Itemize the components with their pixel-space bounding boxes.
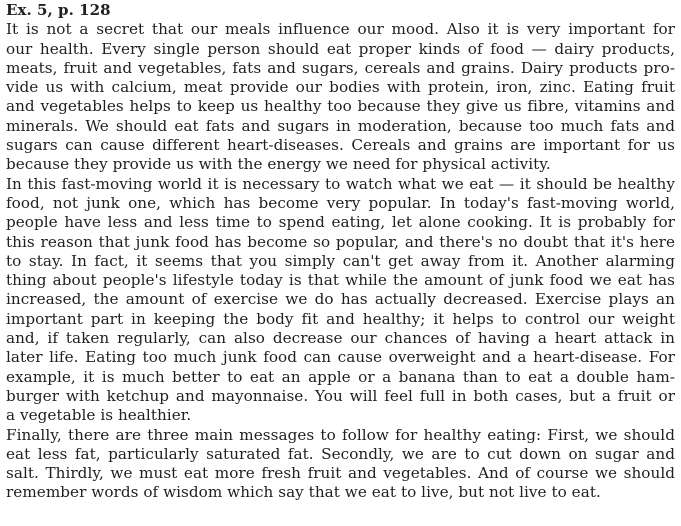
text-line: increased, the amount of exercise we do has actually decreased. Exercise plays an xyxy=(6,290,675,309)
text-line: because they provide us with the energy we need for physical activity. xyxy=(6,155,551,174)
text-line: to stay. In fact, it seems that you simply can't get away from it. Another alarming xyxy=(6,251,675,270)
text-line: and, if taken regularly, can also decrease our chances of having a heart attack in xyxy=(6,329,675,348)
text-line: sugars can cause different heart-diseases. Cereals and grains are important for us xyxy=(6,136,675,155)
text-line: a vegetable is healthier. xyxy=(6,406,192,425)
text-line: and vegetables helps to keep us healthy too because they give us fibre, vitamins and xyxy=(6,97,675,116)
text-line: thing about people's lifestyle today is that while the amount of junk food we eat has xyxy=(6,271,675,290)
paragraph-2 xyxy=(6,175,675,426)
text-line: people have less and less time to spend eating, let alone cooking. It is probably for xyxy=(6,213,675,232)
text-line: later life. Eating too much junk food can cause overweight and a heart-disease. For xyxy=(6,348,675,367)
exercise-heading: Ex. 5, p. 128 xyxy=(6,1,111,19)
text-line: It is not a secret that our meals influence our mood. Also it is very important for xyxy=(6,20,675,39)
text-line: example, it is much better to eat an apple or a banana than to eat a double ham- xyxy=(6,367,675,386)
text-line: burger with ketchup and mayonnaise. You will feel full in both cases, but a fruit or xyxy=(6,386,675,405)
text-line: meats, fruit and vegetables, fats and sugars, cereals and grains. Dairy products pro- xyxy=(6,58,675,77)
text-line: food, not junk one, which has become very popular. In today's fast-moving world, xyxy=(6,193,675,212)
text-line: vide us with calcium, meat provide our bodies with protein, iron, zinc. Eating fruit xyxy=(6,78,675,97)
text-line: salt. Thirdly, we must eat more fresh fruit and vegetables. And of course we should xyxy=(6,464,675,483)
text-line: Finally, there are three main messages to follow for healthy eating: First, we should xyxy=(6,425,675,444)
paragraph-1 xyxy=(6,20,675,174)
text-line: this reason that junk food has become so popular, and there's no doubt that it's here xyxy=(6,232,675,251)
text-line: eat less fat, particularly saturated fat. Secondly, we are to cut down on sugar and xyxy=(6,444,675,463)
text-line: minerals. We should eat fats and sugars in moderation, because too much fats and xyxy=(6,116,675,135)
paragraph-3 xyxy=(6,426,675,503)
text-line: our health. Every single person should eat proper kinds of food — dairy products, xyxy=(6,39,675,58)
text-line: remember words of wisdom which say that we eat to live, but not live to eat. xyxy=(6,483,601,502)
text-line: In this fast-moving world it is necessary to watch what we eat — it should be healthy xyxy=(6,174,675,193)
text-line: important part in keeping the body fit and healthy; it helps to control our weight xyxy=(6,309,675,328)
